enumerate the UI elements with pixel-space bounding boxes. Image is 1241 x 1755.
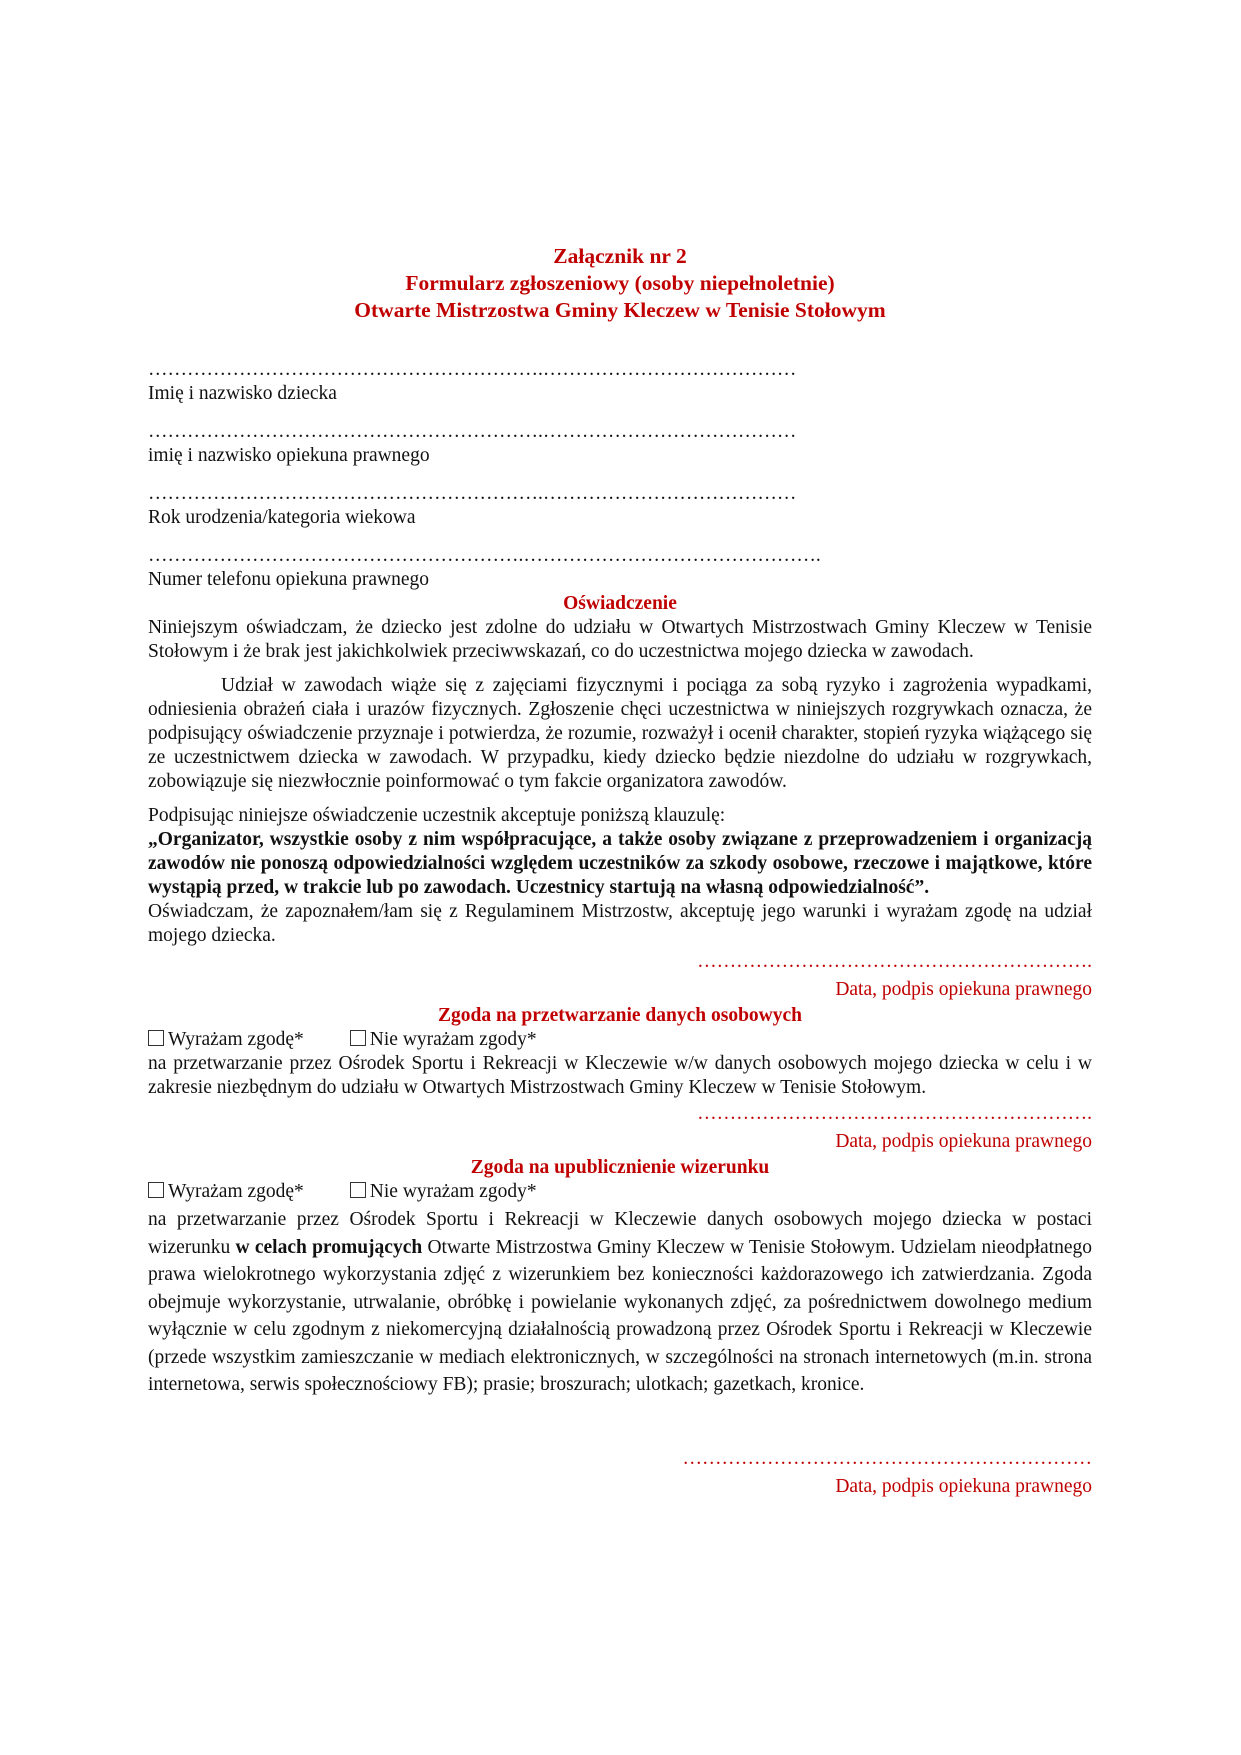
checkbox-icon[interactable] [350, 1182, 366, 1198]
field-label: Imię i nazwisko dziecka [148, 383, 337, 404]
field-label: Rok urodzenia/kategoria wiekowa [148, 507, 416, 528]
field-guardian-phone[interactable] [148, 544, 1092, 592]
image-consent-text: na przetwarzanie przez Ośrodek Sportu i Rekreacji w Kleczewie danych osobowych mojego dziecka w postaci wizerunku w celach promujących Otwarte Mistrzostwa Gminy Kleczew w Tenisie Stołowym. Udzielam nieodpłatnego prawa wielokrotnego wykorzystania zdjęć z wizerunkiem bez konieczności każdorazowego ich zatwierdzania. Zgoda obejmuje wykorzystanie, utrwalanie, obróbkę i powielanie wykonanych zdjęć, za pośrednictwem dowolnego medium wyłącznie w celu zgodnym z niekomercyjną działalnością prowadzoną przez Ośrodek Sportu i Rekreacji w Kleczewie (przede wszystkim zamieszczanie w mediach elektronicznych, w szczególności na stronach internetowych (m.in. strona internetowa, serwis społecznościowy FB); prasie; broszurach; ulotkach; gazetkach, kronice. [148, 1209, 1092, 1395]
statement-title: Oświadczenie [563, 593, 677, 614]
fill-line[interactable]: …………………………………………………….………………………………… [148, 359, 797, 380]
document-header [148, 243, 1092, 324]
form-title: Formularz zgłoszeniowy (osoby niepełnoletnie) [405, 271, 835, 295]
signature-label-2: Data, podpis opiekuna prawnego [835, 1131, 1092, 1152]
document-content [148, 243, 1092, 1499]
field-birth-year[interactable] [148, 482, 1092, 530]
signature-label-1: Data, podpis opiekuna prawnego [835, 979, 1092, 1000]
fill-line[interactable]: …………………………………………………….………………………………… [148, 483, 797, 504]
data-consent-text: na przetwarzanie przez Ośrodek Sportu i Rekreacji w Kleczewie w/w danych osobowych mojego dziecka w celu i w zakresie niezbędnym do udziału w Otwartych Mistrzostwach Gminy Kleczew w Tenisie Stołowym. [148, 1053, 1092, 1098]
field-label: Numer telefonu opiekuna prawnego [148, 569, 430, 590]
checkbox-icon[interactable] [148, 1030, 164, 1046]
checkbox-icon[interactable] [350, 1030, 366, 1046]
data-consent-title: Zgoda na przetwarzanie danych osobowych [437, 1005, 803, 1026]
image-consent-no[interactable]: Nie wyrażam zgody* [350, 1180, 537, 1204]
signature-line-3[interactable]: ……………………………………………………… [682, 1447, 1092, 1469]
attachment-number: Załącznik nr 2 [553, 244, 687, 268]
field-guardian-name[interactable] [148, 420, 1092, 468]
statement-paragraph-3: Podpisując niniejsze oświadczenie uczestnik akceptuje poniższą klauzulę: [148, 805, 726, 826]
data-consent-options [148, 1028, 1092, 1052]
liability-clause: „Organizator, wszystkie osoby z nim współpracujące, a także osoby związane z przeprowadzeniem i organizacją zawodów nie ponoszą odpowiedzialności względem uczestników za szkody osobowe, rzeczowe i majątkowe, które wystąpią przed, w trakcie lub po zawodach. Uczestnicy startują na własną odpowiedzialność”. [148, 829, 1092, 898]
field-child-name[interactable] [148, 358, 1092, 406]
field-label: imię i nazwisko opiekuna prawnego [148, 445, 430, 466]
event-title: Otwarte Mistrzostwa Gminy Kleczew w Tenisie Stołowym [354, 298, 886, 322]
fill-line[interactable]: ………………………………………………….………………………………………. [148, 545, 821, 566]
signature-line-1[interactable]: ……………………………………………………. [697, 951, 1092, 972]
statement-paragraph-4: Oświadczam, że zapoznałem/łam się z Regulaminem Mistrzostw, akceptuję jego warunki i wyrażam zgodę na udział mojego dziecka. [148, 901, 1092, 946]
statement-paragraph-2: Udział w zawodach wiąże się z zajęciami fizycznymi i pociąga za sobą ryzyko i zagrożenia wypadkami, odniesienia obrażeń ciała i urazów fizycznych. Zgłoszenie chęci uczestnictwa w niniejszych rozgrywkach oznacza, że podpisujący oświadczenie przyznaje i potwierdza, że rozumie, rozważył i ocenił charakter, stopień ryzyka wiążącego się ze uczestnictwem dziecka w zawodach. W przypadku, kiedy dziecko będzie niezdolne do udziału w rozgrywkach, zobowiązuje się niezwłocznie poinformować o tym fakcie organizatora zawodów. [148, 675, 1092, 792]
image-consent-yes[interactable]: Wyrażam zgodę* [148, 1180, 304, 1204]
image-consent-title: Zgoda na upublicznienie wizerunku [470, 1157, 770, 1178]
statement-paragraph-1: Niniejszym oświadczam, że dziecko jest zdolne do udziału w Otwartych Mistrzostwach Gminy Kleczew w Tenisie Stołowym i że brak jest jakichkolwiek przeciwwskazań, co do uczestnictwa mojego dziecka w zawodach. [148, 617, 1092, 662]
data-consent-yes[interactable]: Wyrażam zgodę* [148, 1028, 304, 1052]
data-consent-no[interactable]: Nie wyrażam zgody* [350, 1028, 537, 1052]
fill-line[interactable]: …………………………………………………….………………………………… [148, 421, 797, 442]
signature-label-3: Data, podpis opiekuna prawnego [835, 1475, 1092, 1497]
signature-line-2[interactable]: ……………………………………………………. [697, 1103, 1092, 1124]
image-consent-options [148, 1180, 1092, 1204]
checkbox-icon[interactable] [148, 1182, 164, 1198]
